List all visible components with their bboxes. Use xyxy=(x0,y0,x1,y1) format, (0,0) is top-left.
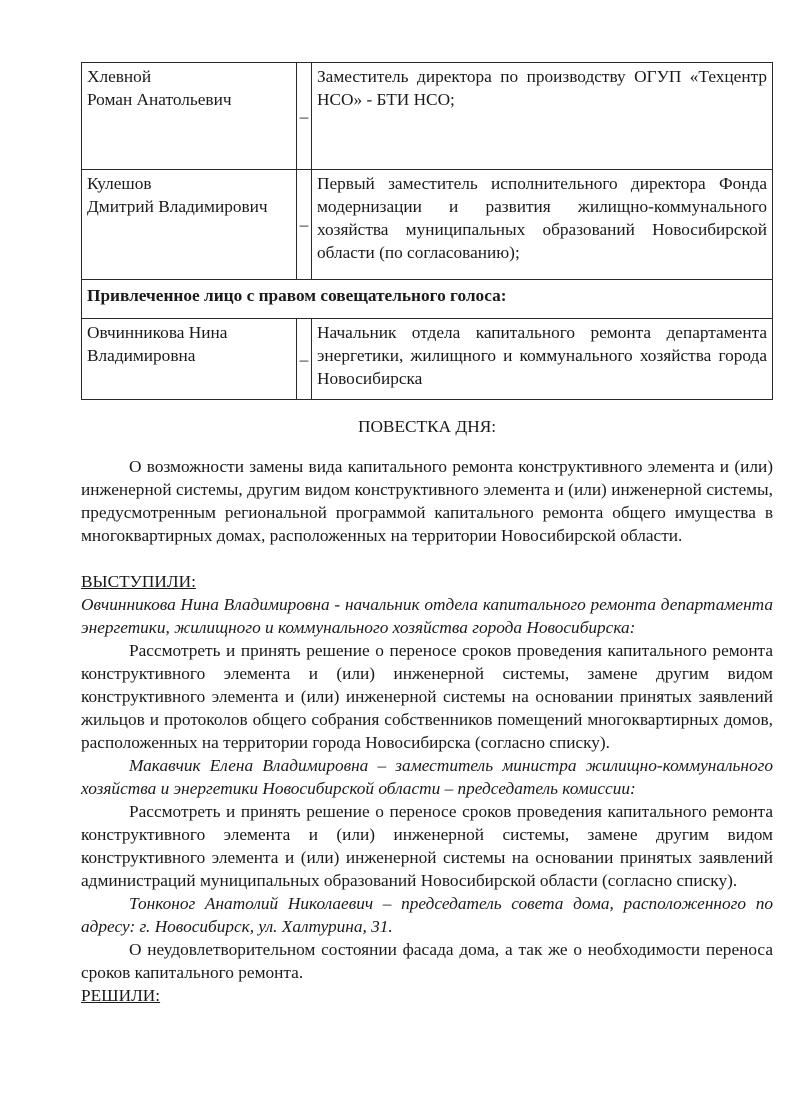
member-role: Заместитель директора по производству ОГУП «Техцентр НСО» - БТИ НСО; xyxy=(312,63,773,170)
dash-glyph: – xyxy=(299,215,309,234)
dash-separator xyxy=(297,170,312,280)
advisory-header-row xyxy=(82,280,773,319)
speaker-name: Тонконог Анатолий Николаевич – председатель совета дома, расположенного по адресу: г. Новосибирск, ул. Халтурина, 31. xyxy=(81,894,773,936)
advisory-header: Привлеченное лицо с правом совещательного голоса: xyxy=(82,280,773,319)
member-given-names: Роман Анатольевич xyxy=(87,90,232,109)
member-role: Первый заместитель исполнительного директора Фонда модернизации и развития жилищно-коммунального хозяйства муниципальных образований Новосибирской области (по согласованию); xyxy=(312,170,773,280)
agenda-title: ПОВЕСТКА ДНЯ: xyxy=(357,417,497,436)
member-given-names: Дмитрий Владимирович xyxy=(87,197,268,216)
dash-glyph: – xyxy=(299,106,309,126)
dash-separator xyxy=(297,63,312,170)
agenda-text: О возможности замены вида капитального ремонта конструктивного элемента и (или) инженерной системы, другим видом конструктивного элемента и (или) инженерной системы, предусмотренным региональной программой капитального ремонта общего имущества в многоквартирных домах, расположенных на территории Новосибирской области. xyxy=(81,457,773,545)
decided-heading: РЕШИЛИ: xyxy=(81,986,161,1005)
member-row xyxy=(82,63,773,170)
member-name xyxy=(82,170,297,280)
member-given-names: Владимировна xyxy=(87,346,196,365)
member-surname: Кулешов xyxy=(87,174,152,193)
speaker-name: Макавчик Елена Владимировна – заместитель министра жилищно-коммунального хозяйства и энергетики Новосибирской области – председатель комиссии: xyxy=(81,756,773,798)
member-surname: Овчинникова Нина xyxy=(87,323,228,342)
dash-glyph: – xyxy=(299,349,309,369)
commission-members-table xyxy=(81,62,773,400)
speaker-statement: О неудовлетворительном состоянии фасада дома, а так же о необходимости переноса сроков капитального ремонта. xyxy=(81,940,773,982)
member-surname: Хлевной xyxy=(87,67,152,86)
member-row xyxy=(82,170,773,280)
document-page xyxy=(81,62,773,1007)
speaker-statement: Рассмотреть и принять решение о переносе сроков проведения капитального ремонта конструктивного элемента и (или) инженерной системы, замене другим видом конструктивного элемента и (или) инженерной системы на основании принятых заявлений жильцов и протоколов общего собрания собственников помещений многоквартирных домов, расположенных на территории города Новосибирска (согласно списку). xyxy=(81,641,773,752)
speakers-heading: ВЫСТУПИЛИ: xyxy=(81,572,196,591)
member-row xyxy=(82,319,773,400)
dash-separator xyxy=(297,319,312,400)
member-name xyxy=(82,63,297,170)
member-role: Начальник отдела капитального ремонта департамента энергетики, жилищного и коммунального хозяйства города Новосибирска xyxy=(312,319,773,400)
speaker-name: Овчинникова Нина Владимировна - начальник отдела капитального ремонта департамента энергетики, жилищного и коммунального хозяйства города Новосибирска: xyxy=(81,595,773,637)
member-name xyxy=(82,319,297,400)
speaker-statement: Рассмотреть и принять решение о переносе сроков проведения капитального ремонта конструктивного элемента и (или) инженерной системы, замене другим видом конструктивного элемента и (или) инженерной системы на основании принятых заявлений администраций муниципальных образований Новосибирской области (согласно списку). xyxy=(81,802,773,890)
